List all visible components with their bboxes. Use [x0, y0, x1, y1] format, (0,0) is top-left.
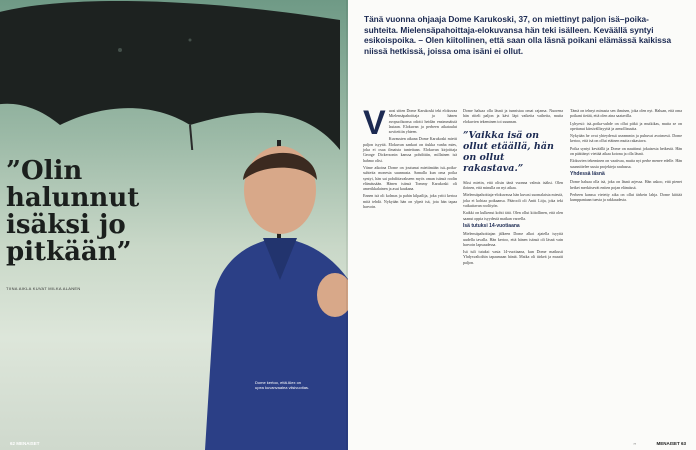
folio-right: MENAISET 63 [656, 441, 686, 446]
paragraph: Poika syntyi keväällä ja Dome on nauttinut jokaisesta hetkestä. Hän on päättänyt viettää aikaa kotona ja olla läsnä. [570, 145, 682, 157]
body-column-2 [463, 108, 563, 267]
paragraph: Ennen isä oli kolmas ja pahin kilpailija, joka yritti kertoa mitä tehdä. Nykyään hän on ylpeä isä, jota hän tapaa harvoin. [363, 193, 457, 210]
paragraph: Dome haluaa olla isä, joka on läsnä arjessa. Hän uskoo, että pienet hetket merkitsevät eniten pojan elämässä. [570, 179, 682, 190]
paragraph: uosi sitten Dome Karukoski teki elokuvaa Mielensäpahoittaja ja hänen avopuolisonsa odotti heidän ensimmäistä lastaan. Elokuvan ja perheen aikataulut sovitettiin yhteen. [388, 108, 457, 135]
paragraph: Dome haluaa olla läsnä ja tunnistaa omat rajansa. Nuorena hän riiteli paljon ja kävi läpi vaikeita vaiheita, mutta elokuvien tekeminen toi suunnan. [463, 108, 563, 124]
drop-cap: V [363, 104, 386, 142]
paragraph: Kuvausten aikana Dome Karukoski mietti paljon isyyttä. Elokuvan sankari on tiukka vanha mies, joka ei osaa ilmaista tunteitaan. Elokuvan kirjoittaja George Dickersonin kanssa pohdittiin, millainen isä hahmo olisi. [363, 136, 457, 163]
headline: ”Olin halunnut isäksi jo pitkään” [6, 156, 140, 267]
person-illustration [185, 120, 348, 450]
lede: Tänä vuonna ohjaaja Dome Karukoski, 37, on miettinyt paljon isä–poika-suhteita. Mielensäpahoittaja-elokuvansa hän teki isälleen. Keväällä syntyi esikoispoika. – Olen kiitollinen, että saan olla läsnä poikani elämässä kaikissa niissä hetkissä, joissa oma isäni ei ollut. [364, 14, 672, 56]
subheading: Isä tutuksi 14-vuotiaana [463, 222, 520, 229]
paragraph: Lyhyesti: isä–poika-suhde on ollut pitkä ja mutkikas, mutta se on opettanut kärsivällisyyttä ja armollisuutta. [570, 120, 682, 131]
paragraph: Mielensäpahoittajan jälkeen Dome alkoi ajatella isyyttä uudella tavalla. Hän kertoo, että hänen isänsä oli läsnä vain harvoin lapsuudessa. [463, 231, 563, 247]
paragraph: Tämä on tehnyt minusta sen ihmisen, joka olen nyt. Haluan, että oma poikani tietää, että olen aina saatavilla. [570, 108, 682, 119]
body-column-3 [570, 108, 682, 204]
paragraph: Perheen kanssa vietetty aika on ollut tärkein lahja. Dome kiittää kumppaniaan tuesta ja rakkaudesta. [570, 191, 682, 203]
paragraph: Nykyään he ovat yhteydessä useammin ja puhuvat avoimesti. Dome kertoo, että isä on ollut etäinen mutta rakastava. [570, 133, 682, 144]
continue-arrow-icon: ›› [633, 441, 636, 446]
paragraph: Viime aikoina Dome on joutunut miettimään isä–poika-suhteita monesta suunnasta. Samalla kun oma poika syntyi, hän sai pohdittavakseen myös oman isänsä roolin elämässään. Hänen isänsä Tommy Karukoski oli amerikkalainen ja asui kaukana. [363, 164, 457, 192]
paragraph: Kaikki on kulkenut kohti tätä. Olen ollut kiitollinen, että olen saanut oppia isyydestä matkan varrella. [463, 210, 563, 221]
body-column-1 [363, 104, 457, 211]
text-page [348, 0, 696, 450]
paragraph: Isä tuli tutuksi vasta 14-vuotiaana, kun Dome matkusti Yhdysvaltoihin tapaamaan häntä. Matka oli tärkeä ja muutti paljon. [463, 249, 563, 265]
photo-caption: Dome kertoo, että Alex on upea kuvanvaalea viisivuotias. [255, 380, 310, 390]
pull-quote: ”Vaikka isä on ollut etäällä, hän on ollut rakastava.” [463, 129, 554, 174]
folio-left: 62 MENAISET [10, 441, 40, 446]
subheading: Yhdessä läsnä [570, 170, 605, 177]
paragraph: Siksi mietin, että olisin tänä vuonna valmis isäksi. Olen iloinen, että minulla on nyt aikaa. [463, 179, 563, 191]
byline: TIINA AIKLA KUVAT MILKA ALANEN [6, 286, 81, 291]
paragraph: Elokuvien tekeminen on vaativaa, mutta nyt perhe menee edelle. Hän suunnittelee uusia projekteja rauhassa. [570, 158, 682, 169]
paragraph: Mielensäpahoittaja-elokuvassa hän kuvasi suomalaista miestä, joka ei kohtaa poikaansa. Päärooli oli Antti Litja, joka teki vaikuttavan roolityön. [463, 192, 563, 209]
